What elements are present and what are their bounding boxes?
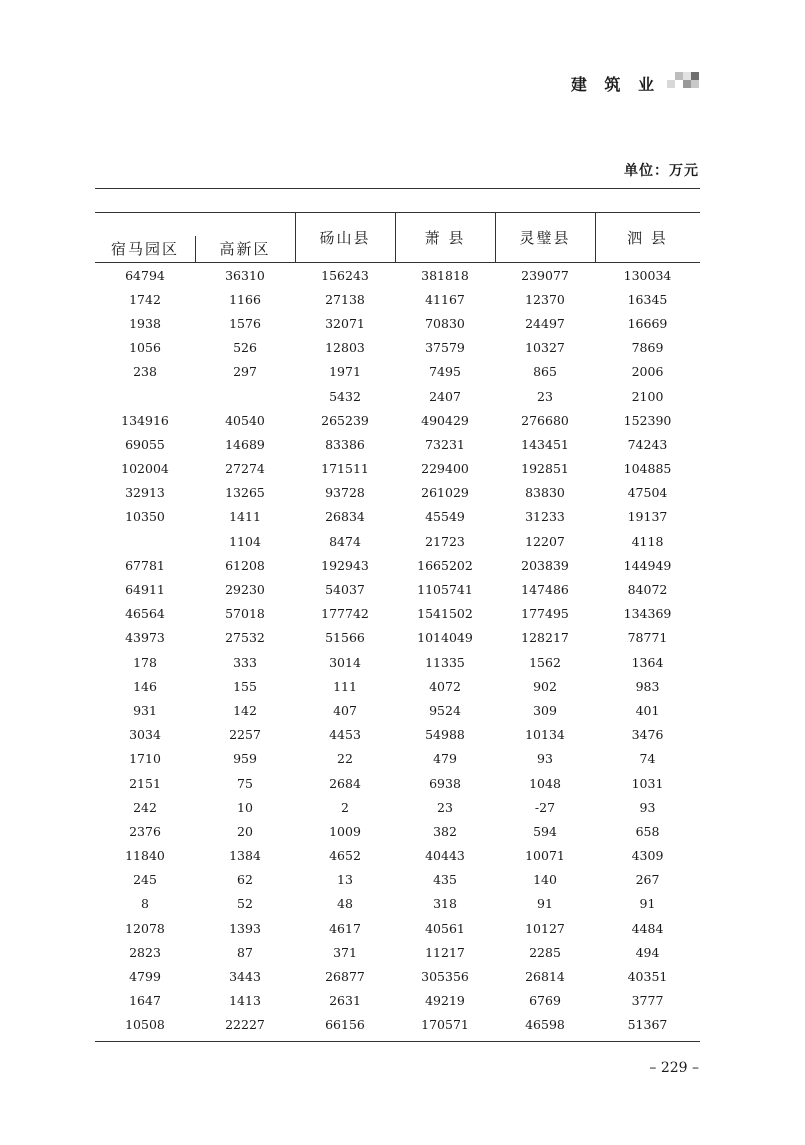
table-cell: 229400 bbox=[421, 461, 469, 477]
table-cell: 1742 bbox=[129, 291, 161, 307]
table-cell: 51566 bbox=[325, 630, 365, 646]
data-table bbox=[95, 188, 700, 1042]
table-cell: 1576 bbox=[229, 315, 261, 331]
table-cell: 2006 bbox=[631, 364, 664, 380]
table-cell: 3014 bbox=[329, 654, 361, 670]
table-row bbox=[95, 311, 700, 335]
table-cell: 526 bbox=[233, 340, 257, 356]
table-row bbox=[95, 360, 700, 384]
table-cell: 1104 bbox=[229, 533, 261, 549]
column-header: 砀山县 bbox=[319, 229, 371, 247]
table-cell: 23 bbox=[437, 799, 453, 815]
column-divider bbox=[395, 212, 396, 262]
table-cell: 84072 bbox=[627, 582, 668, 598]
table-cell: 61208 bbox=[225, 557, 265, 573]
table-cell: 1031 bbox=[631, 775, 664, 791]
table-cell: 19137 bbox=[627, 509, 668, 525]
table-cell: 142 bbox=[233, 702, 257, 718]
table-cell: 47504 bbox=[627, 485, 668, 501]
table-cell: 1364 bbox=[631, 654, 664, 670]
table-cell: 24497 bbox=[525, 315, 565, 331]
table-row bbox=[95, 771, 700, 795]
table-row bbox=[95, 1013, 700, 1037]
table-cell: 931 bbox=[133, 702, 157, 718]
table-cell: 64794 bbox=[125, 267, 165, 283]
table-cell: -27 bbox=[534, 799, 556, 815]
table-cell: 16345 bbox=[627, 291, 668, 307]
column-divider bbox=[595, 212, 596, 262]
table-cell: 490429 bbox=[421, 412, 469, 428]
table-cell: 2100 bbox=[631, 388, 664, 404]
table-cell: 1665202 bbox=[417, 557, 473, 573]
table-cell: 2407 bbox=[429, 388, 461, 404]
table-cell: 41167 bbox=[425, 291, 465, 307]
table-cell: 4484 bbox=[631, 920, 664, 936]
table-cell: 26814 bbox=[525, 969, 565, 985]
table-cell: 26877 bbox=[325, 969, 365, 985]
table-cell: 177495 bbox=[521, 606, 569, 622]
table-cell: 192851 bbox=[521, 461, 569, 477]
table-row bbox=[95, 868, 700, 892]
table-row bbox=[95, 989, 700, 1013]
table-cell: 1710 bbox=[129, 751, 161, 767]
table-cell: 46598 bbox=[525, 1017, 565, 1033]
table-cell: 2823 bbox=[129, 944, 161, 960]
table-cell: 171511 bbox=[321, 461, 369, 477]
table-cell: 134916 bbox=[121, 412, 169, 428]
table-cell: 11840 bbox=[125, 848, 165, 864]
decorative-squares-icon bbox=[667, 70, 701, 92]
table-cell: 4118 bbox=[631, 533, 664, 549]
table-cell: 73231 bbox=[425, 436, 465, 452]
table-cell: 29230 bbox=[225, 582, 265, 598]
table-cell: 111 bbox=[333, 678, 357, 694]
table-cell: 51367 bbox=[627, 1017, 668, 1033]
table-row bbox=[95, 553, 700, 577]
table-cell: 11217 bbox=[425, 944, 465, 960]
table-cell: 21723 bbox=[425, 533, 465, 549]
table-cell: 8 bbox=[141, 896, 149, 912]
table-cell: 305356 bbox=[421, 969, 469, 985]
table-cell: 16669 bbox=[627, 315, 668, 331]
table-row bbox=[95, 505, 700, 529]
table-cell: 66156 bbox=[325, 1017, 365, 1033]
table-cell: 7869 bbox=[631, 340, 664, 356]
table-cell: 594 bbox=[533, 823, 557, 839]
table-cell: 297 bbox=[233, 364, 257, 380]
table-row bbox=[95, 940, 700, 964]
table-cell: 74 bbox=[639, 751, 656, 767]
table-cell: 1393 bbox=[229, 920, 261, 936]
table-cell: 40351 bbox=[627, 969, 668, 985]
table-cell: 144949 bbox=[623, 557, 672, 573]
table-cell: 309 bbox=[533, 702, 557, 718]
column-header: 灵璧县 bbox=[519, 229, 571, 247]
table-cell: 130034 bbox=[623, 267, 672, 283]
table-cell: 22227 bbox=[225, 1017, 265, 1033]
table-cell: 902 bbox=[533, 678, 557, 694]
table-cell: 4799 bbox=[129, 969, 161, 985]
table-row bbox=[95, 457, 700, 481]
table-cell: 6769 bbox=[529, 993, 561, 1009]
table-cell: 27274 bbox=[225, 461, 265, 477]
table-cell: 156243 bbox=[321, 267, 369, 283]
table-cell: 276680 bbox=[521, 412, 569, 428]
table-cell: 318 bbox=[433, 896, 457, 912]
table-cell: 1166 bbox=[229, 291, 261, 307]
table-row bbox=[95, 844, 700, 868]
table-cell: 959 bbox=[233, 751, 257, 767]
table-cell: 10327 bbox=[525, 340, 565, 356]
table-cell: 26834 bbox=[325, 509, 365, 525]
table-row bbox=[95, 916, 700, 940]
table-cell: 70830 bbox=[425, 315, 465, 331]
table-row bbox=[95, 602, 700, 626]
table-row bbox=[95, 747, 700, 771]
table-cell: 381818 bbox=[421, 267, 469, 283]
table-cell: 146 bbox=[133, 678, 157, 694]
table-cell: 178 bbox=[133, 654, 157, 670]
table-cell: 93 bbox=[537, 751, 553, 767]
table-row bbox=[95, 336, 700, 360]
table-cell: 152390 bbox=[623, 412, 672, 428]
unit-label: 单位：万元 bbox=[624, 163, 699, 179]
table-cell: 2631 bbox=[329, 993, 361, 1009]
table-cell: 128217 bbox=[521, 630, 569, 646]
table-row bbox=[95, 698, 700, 722]
table-cell: 140 bbox=[533, 872, 557, 888]
table-cell: 74243 bbox=[627, 436, 668, 452]
table-cell: 22 bbox=[337, 751, 353, 767]
table-row bbox=[95, 674, 700, 698]
table-cell: 1971 bbox=[329, 364, 361, 380]
table-cell: 67781 bbox=[125, 557, 165, 573]
table-cell: 10071 bbox=[525, 848, 565, 864]
table-row bbox=[95, 795, 700, 819]
table-row bbox=[95, 481, 700, 505]
table-cell: 40540 bbox=[225, 412, 265, 428]
table-cell: 4072 bbox=[429, 678, 461, 694]
table-cell: 78771 bbox=[627, 630, 668, 646]
table-cell: 1384 bbox=[229, 848, 261, 864]
table-cell: 3034 bbox=[129, 727, 161, 743]
table-cell: 865 bbox=[533, 364, 557, 380]
table-cell: 14689 bbox=[225, 436, 265, 452]
table-cell: 12078 bbox=[125, 920, 165, 936]
table-cell: 435 bbox=[433, 872, 457, 888]
table-cell: 104885 bbox=[623, 461, 672, 477]
table-cell: 40561 bbox=[425, 920, 465, 936]
table-cell: 87 bbox=[237, 944, 253, 960]
column-header: 泗 县 bbox=[627, 229, 668, 247]
table-cell: 40443 bbox=[425, 848, 465, 864]
table-cell: 45549 bbox=[425, 509, 465, 525]
table-cell: 401 bbox=[635, 702, 660, 718]
column-header: 萧 县 bbox=[424, 229, 466, 247]
table-cell: 242 bbox=[133, 799, 157, 815]
table-cell: 57018 bbox=[225, 606, 265, 622]
page-number: – 229 – bbox=[649, 1060, 699, 1076]
table-row bbox=[95, 287, 700, 311]
table-cell: 9524 bbox=[429, 702, 461, 718]
table-cell: 238 bbox=[133, 364, 157, 380]
table-cell: 1541502 bbox=[417, 606, 473, 622]
table-cell: 83386 bbox=[325, 436, 365, 452]
table-cell: 2684 bbox=[329, 775, 361, 791]
table-cell: 93728 bbox=[325, 485, 365, 501]
table-cell: 2285 bbox=[529, 944, 561, 960]
table-cell: 43973 bbox=[125, 630, 165, 646]
table-cell: 147486 bbox=[521, 582, 569, 598]
table-cell: 2151 bbox=[129, 775, 161, 791]
table-row bbox=[95, 964, 700, 988]
table-row bbox=[95, 529, 700, 553]
table-cell: 27138 bbox=[325, 291, 365, 307]
table-cell: 983 bbox=[635, 678, 660, 694]
table-cell: 134369 bbox=[623, 606, 672, 622]
table-cell: 32913 bbox=[125, 485, 165, 501]
table-cell: 102004 bbox=[121, 461, 169, 477]
table-row bbox=[95, 892, 700, 916]
table-cell: 3777 bbox=[631, 993, 664, 1009]
table-cell: 1411 bbox=[229, 509, 261, 525]
table-cell: 12370 bbox=[525, 291, 565, 307]
table-cell: 62 bbox=[237, 872, 253, 888]
table-cell: 170571 bbox=[421, 1017, 469, 1033]
column-header: 宿马园区 bbox=[110, 240, 179, 258]
table-cell: 1413 bbox=[229, 993, 261, 1009]
table-cell: 245 bbox=[133, 872, 157, 888]
table-cell: 143451 bbox=[521, 436, 569, 452]
table-cell: 267 bbox=[635, 872, 660, 888]
column-header: 高新区 bbox=[219, 240, 271, 258]
table-cell: 10127 bbox=[525, 920, 565, 936]
table-cell: 83830 bbox=[525, 485, 565, 501]
table-row bbox=[95, 577, 700, 601]
table-cell: 12207 bbox=[525, 533, 565, 549]
table-cell: 64911 bbox=[125, 582, 165, 598]
table-cell: 1562 bbox=[529, 654, 561, 670]
table-cell: 69055 bbox=[125, 436, 165, 452]
table-header bbox=[95, 189, 700, 263]
table-cell: 239077 bbox=[521, 267, 569, 283]
table-row bbox=[95, 263, 700, 287]
table-cell: 13265 bbox=[225, 485, 265, 501]
table-cell: 8474 bbox=[329, 533, 361, 549]
table-cell: 49219 bbox=[425, 993, 465, 1009]
table-cell: 93 bbox=[639, 799, 656, 815]
table-cell: 13 bbox=[337, 872, 353, 888]
table-cell: 3443 bbox=[229, 969, 261, 985]
column-divider bbox=[495, 212, 496, 262]
column-divider bbox=[295, 212, 296, 262]
table-cell: 4453 bbox=[329, 727, 361, 743]
table-cell: 1014049 bbox=[417, 630, 473, 646]
table-cell: 10134 bbox=[525, 727, 565, 743]
table-row bbox=[95, 408, 700, 432]
table-cell: 382 bbox=[433, 823, 457, 839]
table-cell: 4617 bbox=[329, 920, 361, 936]
section-title: 建 筑 业 bbox=[570, 75, 660, 94]
table-cell: 36310 bbox=[225, 267, 265, 283]
table-cell: 5432 bbox=[329, 388, 361, 404]
table-cell: 1056 bbox=[129, 340, 161, 356]
table-cell: 4309 bbox=[631, 848, 664, 864]
table-cell: 3476 bbox=[631, 727, 664, 743]
table-cell: 2376 bbox=[129, 823, 161, 839]
table-cell: 23 bbox=[537, 388, 553, 404]
table-cell: 46564 bbox=[125, 606, 165, 622]
table-cell: 1647 bbox=[129, 993, 161, 1009]
table-row bbox=[95, 384, 700, 408]
table-cell: 1048 bbox=[529, 775, 561, 791]
table-cell: 48 bbox=[337, 896, 353, 912]
table-cell: 12803 bbox=[325, 340, 365, 356]
table-cell: 20 bbox=[237, 823, 253, 839]
table-cell: 192943 bbox=[321, 557, 369, 573]
table-cell: 265239 bbox=[321, 412, 369, 428]
table-cell: 1938 bbox=[129, 315, 161, 331]
table-cell: 31233 bbox=[525, 509, 565, 525]
table-cell: 54037 bbox=[325, 582, 365, 598]
table-cell: 91 bbox=[537, 896, 553, 912]
table-cell: 75 bbox=[237, 775, 253, 791]
table-cell: 2257 bbox=[229, 727, 261, 743]
table-row bbox=[95, 723, 700, 747]
table-cell: 658 bbox=[635, 823, 660, 839]
table-cell: 52 bbox=[237, 896, 253, 912]
table-row bbox=[95, 819, 700, 843]
table-cell: 333 bbox=[233, 654, 257, 670]
table-row bbox=[95, 432, 700, 456]
table-cell: 2 bbox=[341, 799, 349, 815]
table-cell: 4652 bbox=[329, 848, 361, 864]
table-cell: 6938 bbox=[429, 775, 461, 791]
table-body bbox=[95, 263, 700, 1037]
table-cell: 203839 bbox=[521, 557, 569, 573]
table-cell: 91 bbox=[639, 896, 656, 912]
column-divider bbox=[195, 236, 196, 262]
table-cell: 37579 bbox=[425, 340, 465, 356]
table-cell: 27532 bbox=[225, 630, 265, 646]
table-row bbox=[95, 650, 700, 674]
table-bottom-rule bbox=[95, 1041, 700, 1042]
table-cell: 177742 bbox=[321, 606, 369, 622]
table-cell: 10 bbox=[237, 799, 253, 815]
table-cell: 371 bbox=[333, 944, 357, 960]
table-cell: 54988 bbox=[425, 727, 465, 743]
table-cell: 32071 bbox=[325, 315, 365, 331]
table-cell: 1105741 bbox=[417, 582, 473, 598]
table-cell: 407 bbox=[333, 702, 357, 718]
table-row bbox=[95, 626, 700, 650]
table-cell: 261029 bbox=[421, 485, 469, 501]
table-cell: 11335 bbox=[425, 654, 465, 670]
table-cell: 1009 bbox=[329, 823, 361, 839]
table-cell: 479 bbox=[433, 751, 457, 767]
table-cell: 494 bbox=[635, 944, 660, 960]
table-cell: 10508 bbox=[125, 1017, 165, 1033]
table-cell: 10350 bbox=[125, 509, 165, 525]
table-cell: 7495 bbox=[429, 364, 461, 380]
table-cell: 155 bbox=[233, 678, 257, 694]
